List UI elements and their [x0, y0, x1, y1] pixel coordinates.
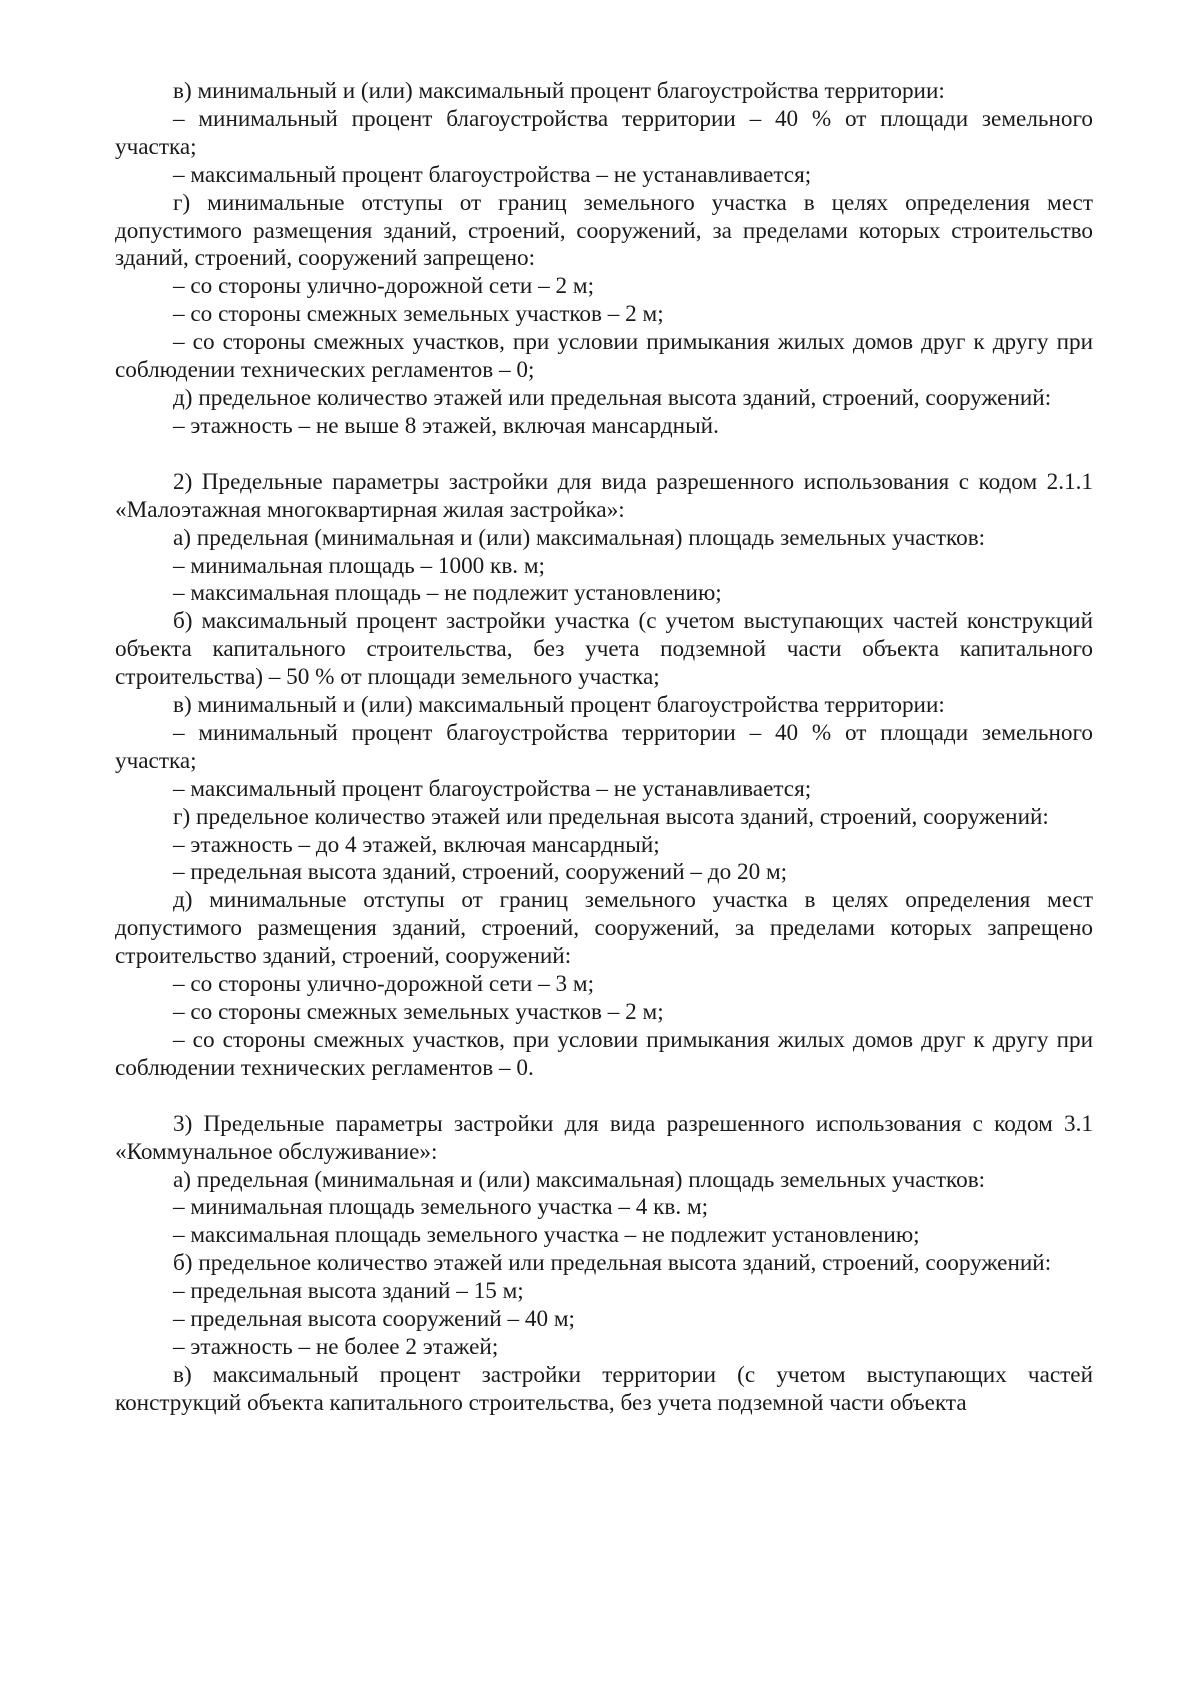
- paragraph-floors-limit-2: – этажность – до 4 этажей, включая мансардный;: [173, 831, 660, 858]
- paragraph-setback-attached: – со стороны смежных участков, при условии примыкания жилых домов друг к другу при соблюдении технических регламентов – 0;: [115, 329, 1093, 384]
- paragraph-min-improvement: – минимальный процент благоустройства территории – 40 % от площади земельного участка;: [115, 105, 1093, 160]
- paragraph-building-height-3: – предельная высота зданий – 15 м;: [173, 1278, 524, 1305]
- paragraph-setback-attached-2: – со стороны смежных участков, при условии примыкания жилых домов друг к другу при соблюдении технических регламентов – 0.: [115, 1026, 1093, 1081]
- paragraph-floors-limit-3: – этажность – не более 2 этажей;: [173, 1333, 499, 1360]
- paragraph-max-area: – максимальная площадь – не подлежит установлению;: [173, 580, 722, 607]
- paragraph-max-improvement-2: – максимальный процент благоустройства – не устанавливается;: [173, 775, 812, 802]
- paragraph-d-setbacks-2: д) минимальные отступы от границ земельного участка в целях определения мест допустимого размещения зданий, строений, сооружений, за пределами которых запрещено строительство зданий, строений, сооружений:: [115, 887, 1093, 970]
- document-page: [115, 78, 1093, 1418]
- paragraph-v-max-coverage-3: в) максимальный процент застройки территории (с учетом выступающих частей конструкций объекта капитального строительства, без учета подземной части объекта: [115, 1361, 1093, 1416]
- paragraph-v-improvement-percent: в) минимальный и (или) максимальный процент благоустройства территории:: [173, 78, 945, 104]
- paragraph-max-improvement: – максимальный процент благоустройства – не устанавливается;: [173, 161, 812, 188]
- paragraph-max-area-3: – максимальная площадь земельного участка – не подлежит установлению;: [173, 1222, 920, 1249]
- paragraph-min-area: – минимальная площадь – 1000 кв. м;: [173, 552, 545, 579]
- section-gap: [115, 1083, 1093, 1111]
- paragraph-b-floors-3: б) предельное количество этажей или предельная высота зданий, строений, сооружений:: [173, 1250, 1052, 1277]
- paragraph-setback-street: – со стороны улично-дорожной сети – 2 м;: [173, 273, 595, 300]
- paragraph-g-setbacks: г) минимальные отступы от границ земельного участка в целях определения мест допустимого размещения зданий, строений, сооружений, за пределами которых строительство зданий, строений, сооружений запрещено:: [115, 189, 1093, 272]
- paragraph-v-improvement-percent-2: в) минимальный и (или) максимальный процент благоустройства территории:: [173, 692, 945, 719]
- paragraph-d-floors: д) предельное количество этажей или предельная высота зданий, строений, сооружений:: [173, 384, 1052, 411]
- paragraph-floors-limit: – этажность – не выше 8 этажей, включая мансардный.: [173, 412, 719, 439]
- section-gap: [115, 441, 1093, 469]
- paragraph-b-max-coverage: б) максимальный процент застройки участка (с учетом выступающих частей конструкций объекта капитального строительства, без учета подземной части объекта капитального строительства) – 50 % от площади земельного участка;: [115, 608, 1093, 691]
- paragraph-setback-adjacent: – со стороны смежных земельных участков – 2 м;: [173, 301, 664, 328]
- paragraph-min-area-3: – минимальная площадь земельного участка – 4 кв. м;: [173, 1194, 709, 1221]
- paragraph-g-floors-2: г) предельное количество этажей или предельная высота зданий, строений, сооружений:: [173, 803, 1049, 830]
- paragraph-structure-height-3: – предельная высота сооружений – 40 м;: [173, 1306, 575, 1333]
- paragraph-a-plot-area: а) предельная (минимальная и (или) максимальная) площадь земельных участков:: [173, 524, 986, 551]
- paragraph-height-limit-2: – предельная высота зданий, строений, сооружений – до 20 м;: [173, 859, 788, 886]
- paragraph-section-2-heading: 2) Предельные параметры застройки для вида разрешенного использования с кодом 2.1.1 «Малоэтажная многоквартирная жилая застройка»:: [115, 468, 1093, 523]
- paragraph-section-3-heading: 3) Предельные параметры застройки для вида разрешенного использования с кодом 3.1 «Коммунальное обслуживание»:: [115, 1110, 1093, 1165]
- paragraph-min-improvement-2: – минимальный процент благоустройства территории – 40 % от площади земельного участка;: [115, 719, 1093, 774]
- paragraph-setback-adjacent-2: – со стороны смежных земельных участков – 2 м;: [173, 999, 664, 1025]
- paragraph-a-plot-area-3: а) предельная (минимальная и (или) максимальная) площадь земельных участков:: [173, 1166, 986, 1193]
- paragraph-setback-street-2: – со стороны улично-дорожной сети – 3 м;: [173, 971, 595, 998]
